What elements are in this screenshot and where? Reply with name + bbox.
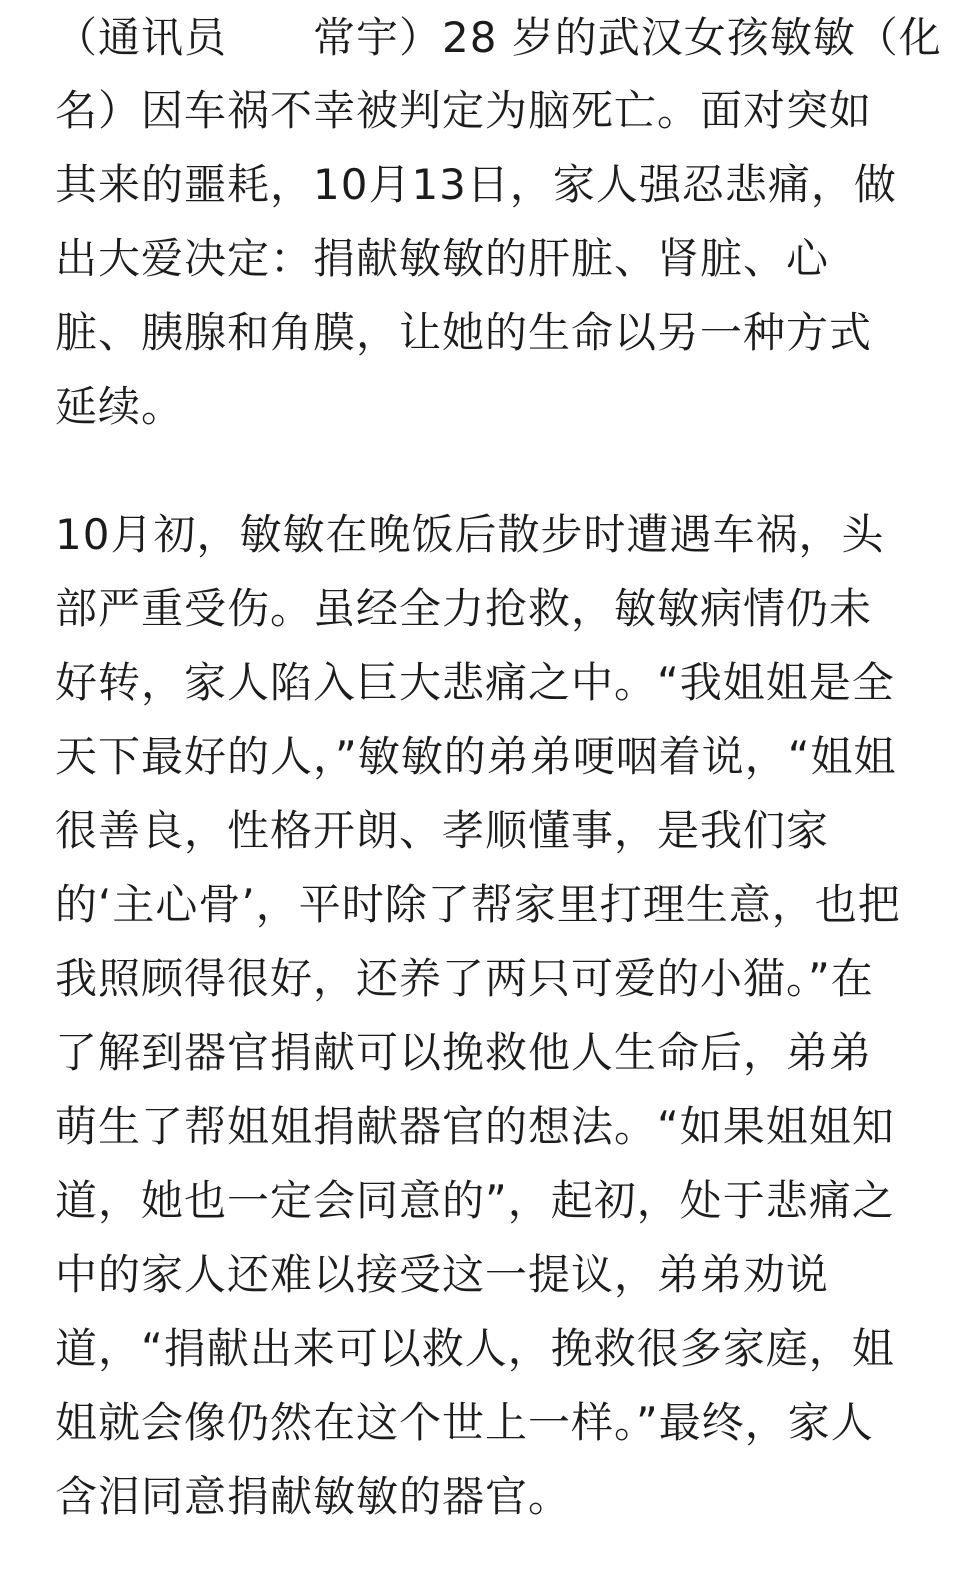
text-line: 名）因车祸不幸被判定为脑死亡。面对突如 (55, 86, 873, 135)
text-line: 延续。 (55, 382, 185, 431)
text-line: 好转，家人陷入巨大悲痛之中。“我姐姐是全 (55, 658, 895, 707)
text-line: 萌生了帮姐姐捐献器官的想法。“如果姐姐知 (55, 1102, 895, 1151)
text-line: 中的家人还难以接受这一提议，弟弟劝说 (55, 1250, 830, 1299)
text-line: 天下最好的人，”敏敏的弟弟哽咽着说，“姐姐 (55, 732, 897, 781)
text-line: 我照顾得很好，还养了两只可爱的小猫。”在 (55, 954, 874, 1003)
text-line: 部严重受伤。虽经全力抢救，敏敏病情仍未 (55, 584, 873, 633)
text-line: 其来的噩耗，10月13日，家人强忍悲痛，做 (55, 160, 897, 209)
text-line: 脏、胰腺和角膜，让她的生命以另一种方式 (55, 308, 873, 357)
text-line: 10月初，敏敏在晚饭后散步时遭遇车祸，头 (55, 510, 885, 559)
text-line: 的‘主心骨’，平时除了帮家里打理生意，也把 (55, 880, 901, 929)
text-line: 含泪同意捐献敏敏的器官。 (55, 1472, 572, 1521)
text-line: 了解到器官捐献可以挽救他人生命后，弟弟 (55, 1028, 873, 1077)
text-line: 道，她也一定会同意的”，起初，处于悲痛之 (55, 1176, 895, 1225)
text-line: 道，“捐献出来可以救人，挽救很多家庭，姐 (55, 1324, 895, 1373)
text-line: 姐就会像仍然在这个世上一样。”最终，家人 (55, 1398, 874, 1447)
text-line: 很善良，性格开朗、孝顺懂事，是我们家 (55, 806, 830, 855)
text-line: （通讯员 常宇）28 岁的武汉女孩敏敏（化 (55, 13, 942, 62)
text-line: 出大爱决定：捐献敏敏的肝脏、肾脏、心 (55, 234, 830, 283)
